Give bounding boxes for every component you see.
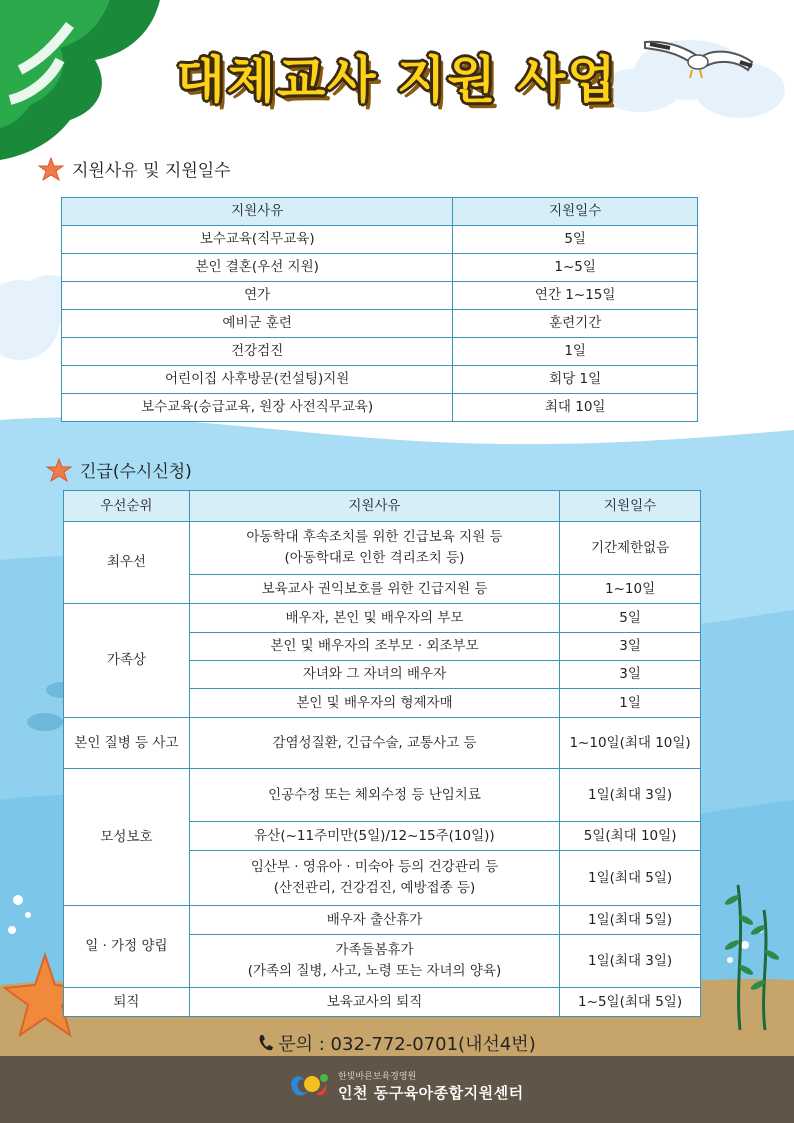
reason-line: (산전관리, 건강검진, 예방접종 등): [273, 880, 476, 896]
priority-cell: 일 · 가정 양립: [64, 906, 190, 988]
header-cell: 지원일수: [560, 491, 701, 522]
table-row: [64, 988, 701, 1017]
priority-cell: 모성보호: [64, 769, 190, 906]
starfish-bullet-icon: [38, 157, 64, 181]
table-row: [62, 394, 698, 422]
reason-cell: 보육교사 권익보호를 위한 긴급지원 등: [189, 575, 559, 604]
support-days-table: [61, 197, 698, 422]
table-row: [62, 254, 698, 282]
days-cell: 5일: [453, 226, 698, 254]
reason-cell: 배우자, 본인 및 배우자의 부모: [189, 604, 559, 633]
table-header-row: [64, 491, 701, 522]
header-cell: 지원사유: [62, 198, 453, 226]
days-cell: 1~10일: [560, 575, 701, 604]
header-cell: 지원일수: [453, 198, 698, 226]
header-cell: 지원사유: [189, 491, 559, 522]
days-cell: 1일(최대 5일): [560, 906, 701, 935]
days-cell: 3일: [560, 633, 701, 661]
reason-cell: 인공수정 또는 체외수정 등 난임치료: [189, 769, 559, 822]
table-row: [62, 282, 698, 310]
reason-cell: 보육교사의 퇴직: [189, 988, 559, 1017]
reason-cell: [189, 851, 559, 906]
priority-cell: 최우선: [64, 522, 190, 604]
days-cell: 1~5일(최대 5일): [560, 988, 701, 1017]
table-header-row: [62, 198, 698, 226]
priority-cell: 본인 질병 등 사고: [64, 718, 190, 769]
reason-cell: 예비군 훈련: [62, 310, 453, 338]
table-row: [64, 718, 701, 769]
reason-line: 임산부 · 영유아 · 미숙아 등의 건강관리 등: [250, 859, 499, 875]
priority-cell: 퇴직: [64, 988, 190, 1017]
reason-cell: 유산(~11주미만(5일)/12~15주(10일)): [189, 822, 559, 851]
table-row: [64, 604, 701, 633]
reason-cell: 건강검진: [62, 338, 453, 366]
days-cell: 1일(최대 5일): [560, 851, 701, 906]
reason-cell: 보수교육(직무교육): [62, 226, 453, 254]
reason-cell: 감염성질환, 긴급수술, 교통사고 등: [189, 718, 559, 769]
org-sub-name: 한빛바른보육경영원: [338, 1072, 417, 1082]
days-cell: 회당 1일: [453, 366, 698, 394]
table-row: [62, 366, 698, 394]
reason-line: (아동학대로 인한 격리조치 등): [284, 550, 465, 566]
org-logo: [286, 1068, 524, 1104]
section-heading-emergency: [46, 457, 192, 482]
days-cell: 1~5일: [453, 254, 698, 282]
org-main-name: 인천 동구육아종합지원센터: [338, 1084, 524, 1102]
org-logo-icon: [286, 1068, 332, 1104]
table-row: [62, 338, 698, 366]
days-cell: 1일: [453, 338, 698, 366]
contact-text: 문의 : 032-772-0701(내선4번): [278, 1034, 536, 1055]
reason-line: (가족의 질병, 사고, 노령 또는 자녀의 양육): [247, 963, 502, 979]
table-row: [62, 226, 698, 254]
priority-cell: 가족상: [64, 604, 190, 718]
reason-cell: 본인 및 배우자의 형제자매: [189, 689, 559, 718]
table-row: [62, 310, 698, 338]
reason-cell: [189, 935, 559, 988]
days-cell: 연간 1~15일: [453, 282, 698, 310]
days-cell: 1일(최대 3일): [560, 769, 701, 822]
table-row: [64, 522, 701, 575]
reason-cell: 배우자 출산휴가: [189, 906, 559, 935]
section-heading-support-reasons: [38, 156, 231, 181]
reason-cell: 보수교육(승급교육, 원장 사전직무교육): [62, 394, 453, 422]
reason-cell: [189, 522, 559, 575]
section-heading-label: 긴급(수시신청): [80, 462, 192, 482]
days-cell: 5일: [560, 604, 701, 633]
table-row: [64, 906, 701, 935]
days-cell: 기간제한없음: [560, 522, 701, 575]
days-cell: 훈련기간: [453, 310, 698, 338]
days-cell: 최대 10일: [453, 394, 698, 422]
days-cell: 5일(최대 10일): [560, 822, 701, 851]
emergency-table: [63, 490, 701, 1017]
header-cell: 우선순위: [64, 491, 190, 522]
reason-line: 가족돌봄휴가: [335, 942, 414, 958]
reason-cell: 자녀와 그 자녀의 배우자: [189, 661, 559, 689]
phone-icon: [258, 1034, 274, 1052]
days-cell: 1일(최대 3일): [560, 935, 701, 988]
page-title: 대체교사 지원 사업: [176, 51, 618, 109]
reason-cell: 본인 결혼(우선 지원): [62, 254, 453, 282]
contact-line: [0, 1030, 794, 1056]
days-cell: 3일: [560, 661, 701, 689]
section-heading-label: 지원사유 및 지원일수: [72, 161, 231, 181]
days-cell: 1일: [560, 689, 701, 718]
reason-line: 아동학대 후속조치를 위한 긴급보육 지원 등: [246, 529, 503, 545]
table-row: [64, 769, 701, 822]
reason-cell: 본인 및 배우자의 조부모 · 외조부모: [189, 633, 559, 661]
reason-cell: 어린이집 사후방문(컨설팅)지원: [62, 366, 453, 394]
reason-cell: 연가: [62, 282, 453, 310]
days-cell: 1~10일(최대 10일): [560, 718, 701, 769]
starfish-bullet-icon: [46, 458, 72, 482]
